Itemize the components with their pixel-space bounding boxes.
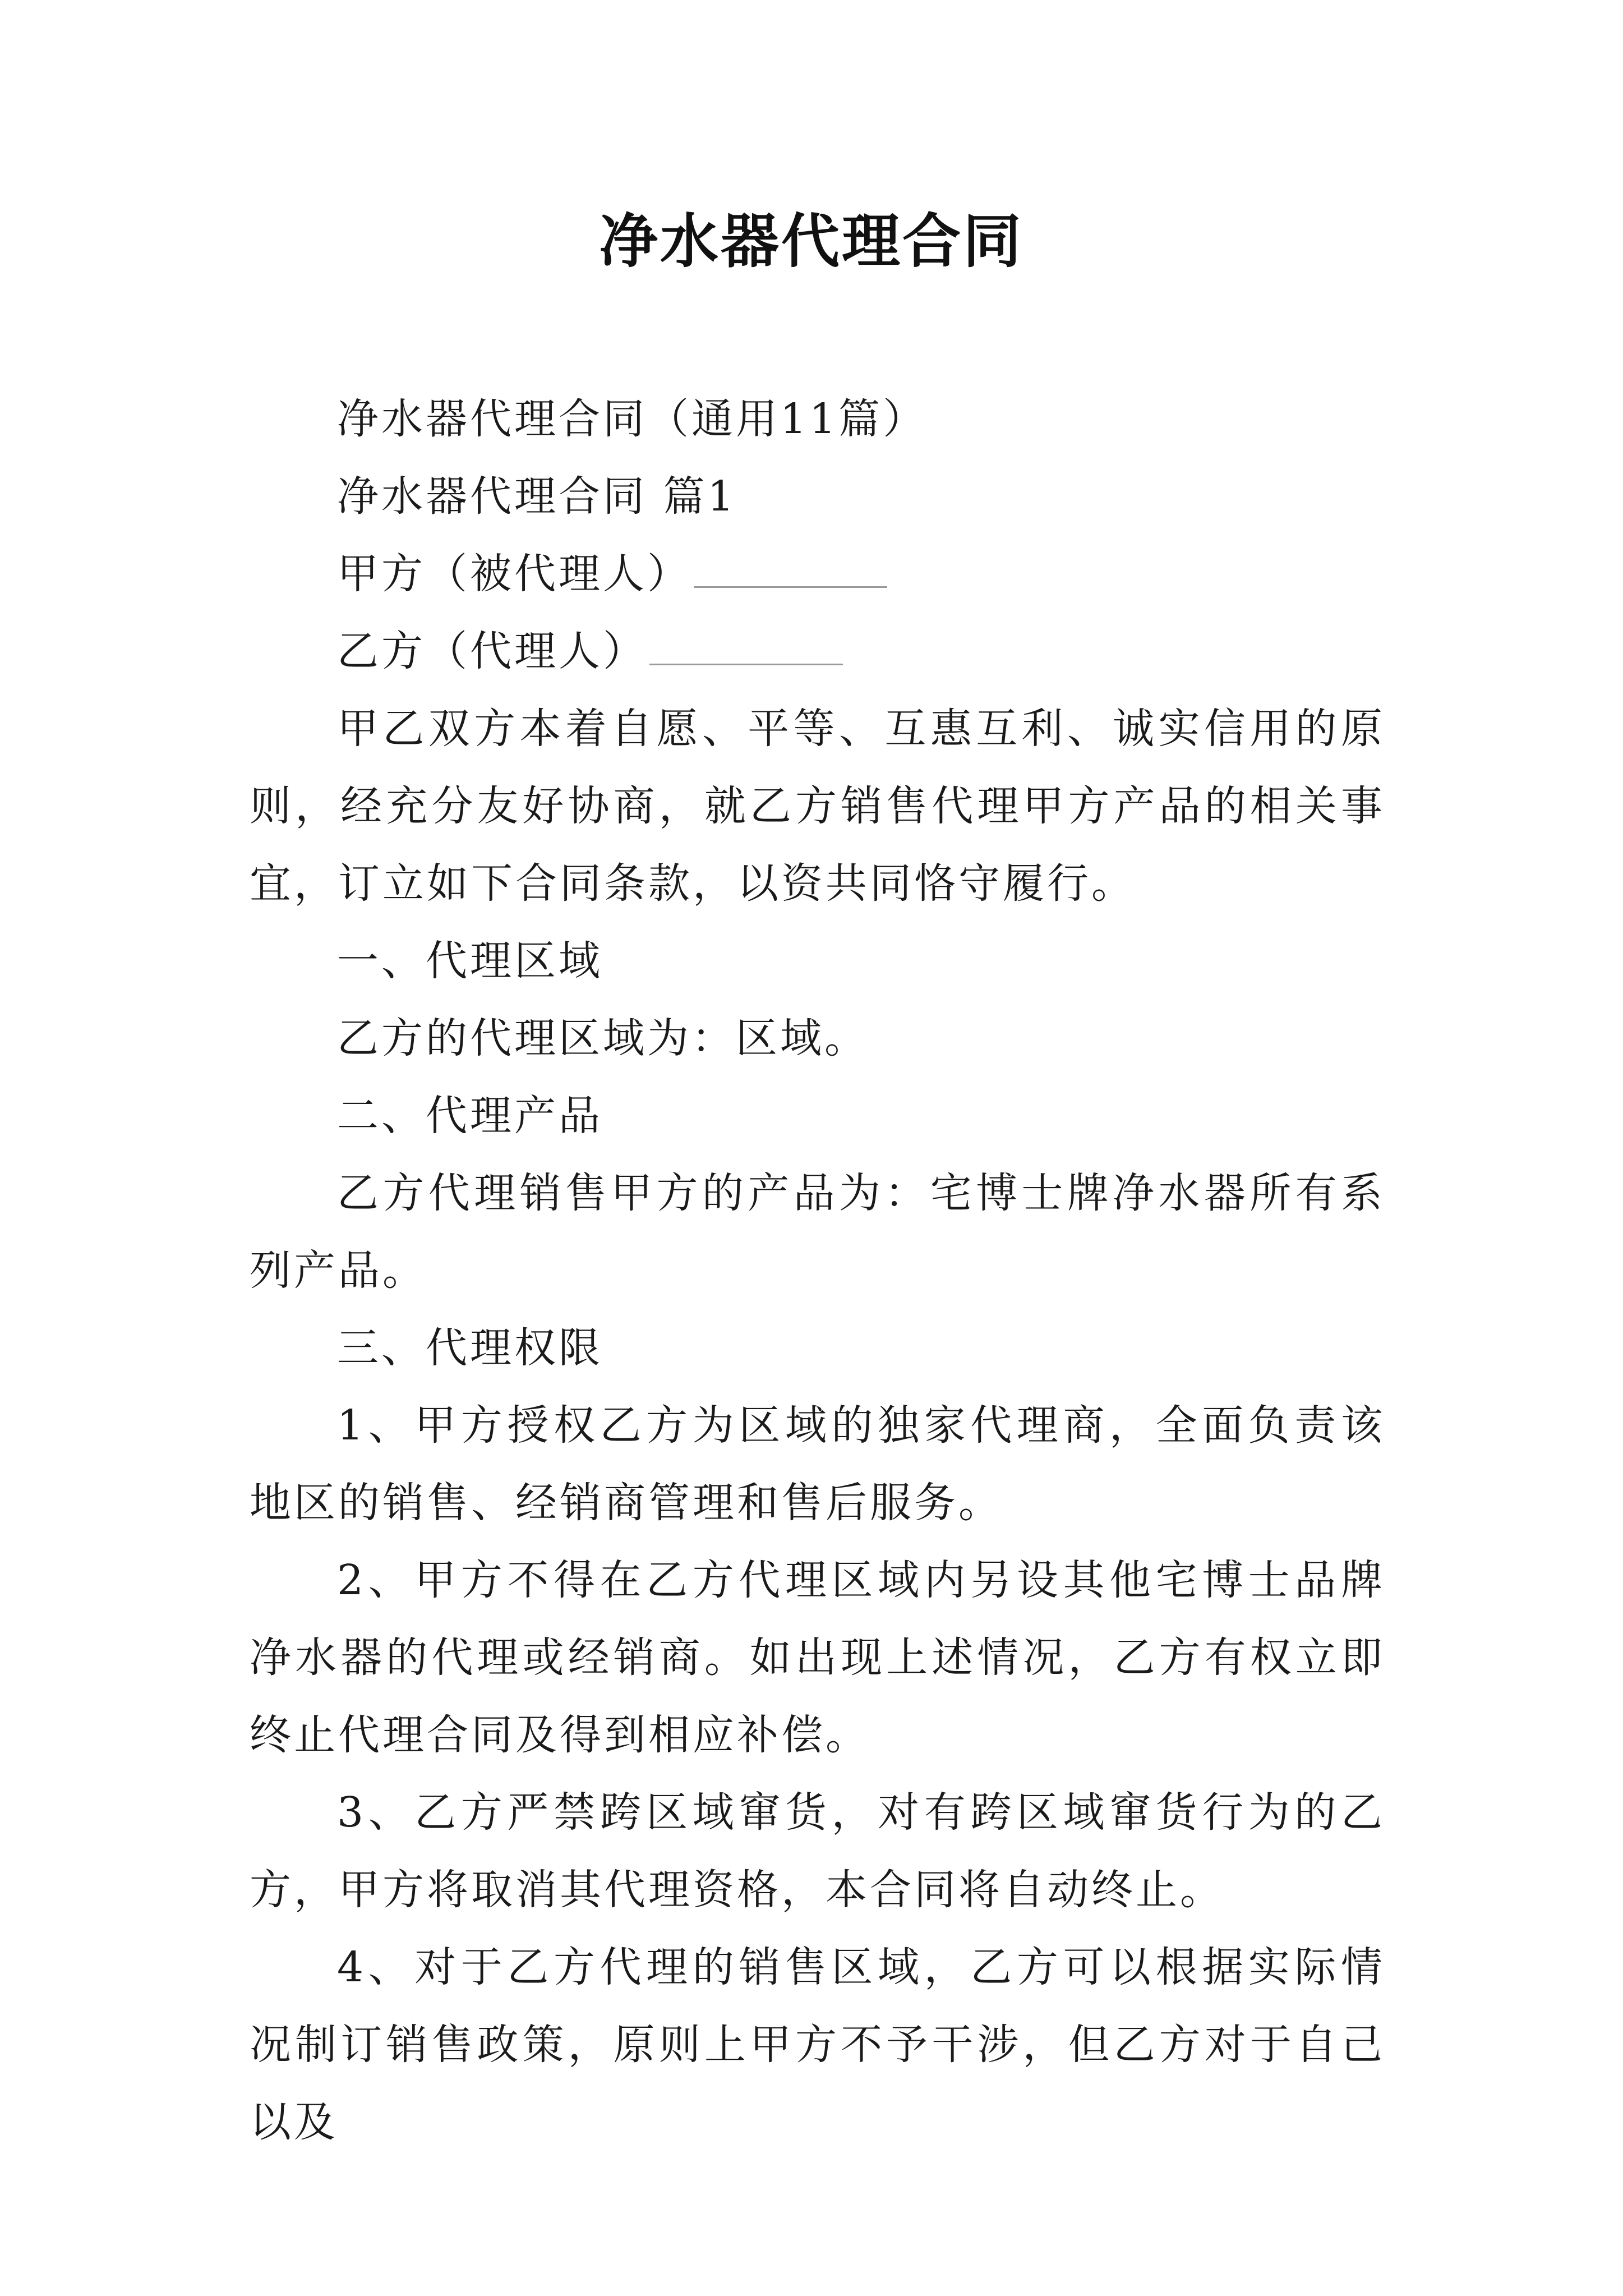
document-title: 净水器代理合同: [599, 207, 1023, 275]
party-b-line: [250, 613, 1385, 690]
clause-paragraph: 1、甲方授权乙方为区域的独家代理商，全面负责该地区的销售、经销商管理和售后服务。: [250, 1401, 1385, 1527]
section-heading: 一、代理区域: [337, 937, 603, 985]
section-paragraph: 乙方代理销售甲方的产品为：宅博士牌净水器所有系列产品。: [250, 1169, 1385, 1295]
intro-paragraph: 甲乙双方本着自愿、平等、互惠互利、诚实信用的原则，经充分友好协商，就乙方销售代理甲方产品的相关事宜，订立如下合同条款，以资共同恪守履行。: [250, 705, 1385, 908]
document-body: [250, 380, 1385, 2161]
party-a-label: 甲方（被代理人）: [337, 550, 691, 598]
party-a-blank: [694, 553, 887, 588]
party-a-line: [250, 535, 1385, 613]
section-paragraph: 乙方的代理区域为：区域。: [337, 1014, 869, 1062]
section-heading: 二、代理产品: [337, 1092, 603, 1140]
part-heading: 净水器代理合同 篇1: [337, 472, 737, 521]
clause-paragraph: 2、甲方不得在乙方代理区域内另设其他宅博士品牌净水器的代理或经销商。如出现上述情况，乙方有权立即终止代理合同及得到相应补偿。: [250, 1556, 1385, 1759]
party-b-blank: [649, 630, 843, 665]
party-b-label: 乙方（代理人）: [337, 627, 647, 675]
clause-paragraph: 3、乙方严禁跨区域窜货，对有跨区域窜货行为的乙方，甲方将取消其代理资格，本合同将自动终止。: [250, 1788, 1385, 1914]
clause-paragraph: 4、对于乙方代理的销售区域，乙方可以根据实际情况制订销售政策，原则上甲方不予干涉，但乙方对于自己以及: [250, 1943, 1385, 2146]
section-heading: 三、代理权限: [337, 1324, 603, 1372]
subtitle: 净水器代理合同（通用11篇）: [337, 395, 928, 443]
